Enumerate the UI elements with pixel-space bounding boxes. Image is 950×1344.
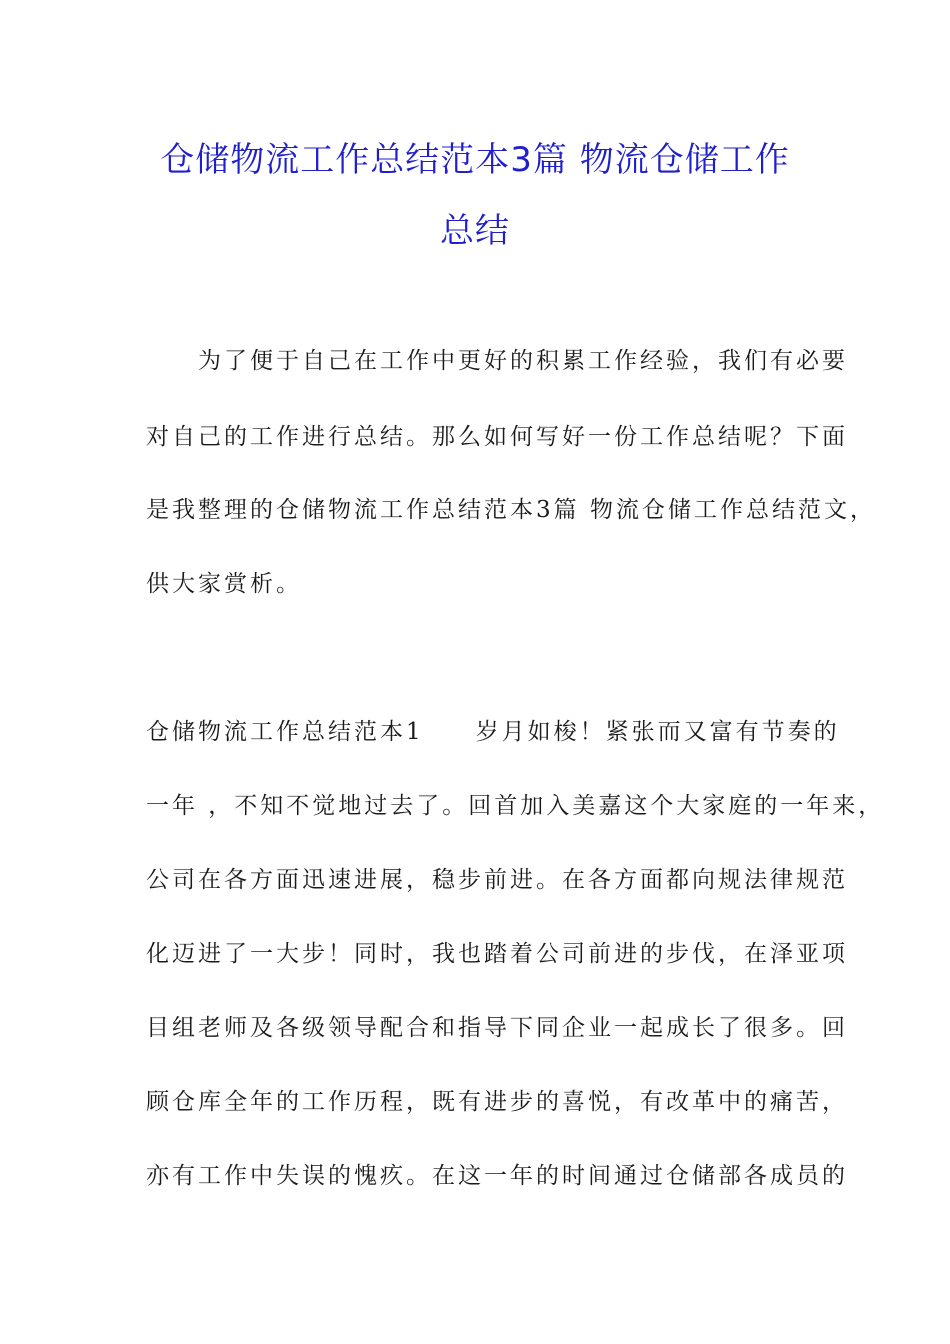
body-line: 仓储物流工作总结范本1 岁月如梭！紧张而又富有节奏的 (146, 719, 840, 745)
intro-line: 是我整理的仓储物流工作总结范本3篇 物流仓储工作总结范文， (146, 497, 876, 523)
body-line: 化迈进了一大步！同时，我也踏着公司前进的步伐，在泽亚项 (146, 941, 848, 967)
body-line: 亦有工作中失误的愧疚。在这一年的时间通过仓储部各成员的 (146, 1163, 848, 1189)
intro-line: 为了便于自己在工作中更好的积累工作经验，我们有必要 (146, 348, 848, 374)
intro-line: 对自己的工作进行总结。那么如何写好一份工作总结呢？下面 (146, 424, 848, 450)
document-title-line-1: 仓储物流工作总结范本3篇 物流仓储工作 (160, 140, 790, 180)
intro-line: 供大家赏析。 (146, 571, 302, 597)
body-line: 目组老师及各级领导配合和指导下同企业一起成长了很多。回 (146, 1015, 848, 1041)
body-line: 一年 ，不知不觉地过去了。回首加入美嘉这个大家庭的一年来， (146, 793, 885, 819)
body-line: 公司在各方面迅速进展，稳步前进。在各方面都向规法律规范 (146, 867, 848, 893)
document-title-line-2: 总结 (440, 211, 510, 251)
body-line: 顾仓库全年的工作历程，既有进步的喜悦，有改革中的痛苦， (146, 1089, 848, 1115)
